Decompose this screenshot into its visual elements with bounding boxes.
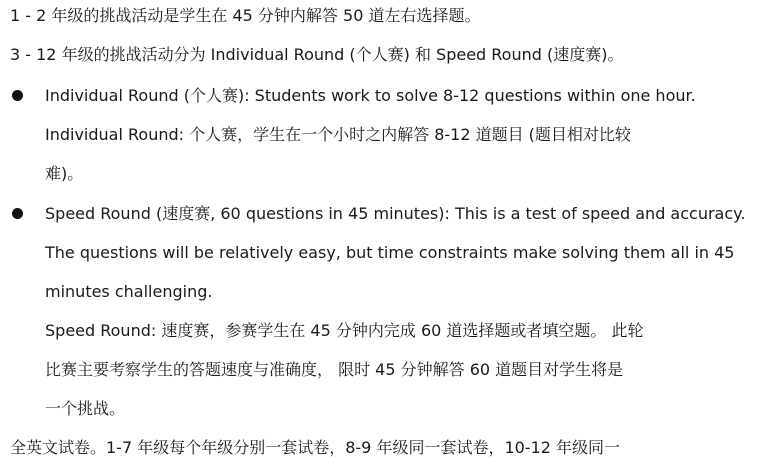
paragraph-grade-1-2: 1 - 2 年级的挑战活动是学生在 45 分钟内解答 50 道左右选择题。 <box>10 6 481 25</box>
paragraph-grade-3-12: 3 - 12 年级的挑战活动分为 Individual Round (个人赛) 和 Speed Round (速度赛)。 <box>10 45 624 64</box>
bullet-speed-round <box>12 208 23 219</box>
individual-round-chinese: Individual Round: 个人赛，学生在一个小时之内解答 8-12 道题目 (题目相对比较 <box>45 125 631 144</box>
speed-round-chinese-2: 比赛主要考察学生的答题速度与准确度， 限时 45 分钟解答 60 道题目对学生将是 <box>45 360 624 379</box>
bullet-individual-round <box>12 90 23 101</box>
paragraph-paper-info: 全英文试卷。1-7 年级每个年级分别一套试卷，8-9 年级同一套试卷，10-12 年级同一 <box>10 438 621 457</box>
speed-round-chinese-1: Speed Round: 速度赛，参赛学生在 45 分钟内完成 60 道选择题或者填空题。 此轮 <box>45 321 644 340</box>
speed-round-english-2: The questions will be relatively easy, but time constraints make solving them all in 45 <box>45 243 735 262</box>
individual-round-english: Individual Round (个人赛): Students work to solve 8-12 questions within one hour. <box>45 86 696 105</box>
speed-round-chinese-3: 一个挑战。 <box>45 399 126 418</box>
individual-round-chinese-cont: 难)。 <box>45 164 84 183</box>
speed-round-english-1: Speed Round (速度赛, 60 questions in 45 minutes): This is a test of speed and accuracy. <box>45 204 746 223</box>
speed-round-english-3: minutes challenging. <box>45 282 213 301</box>
